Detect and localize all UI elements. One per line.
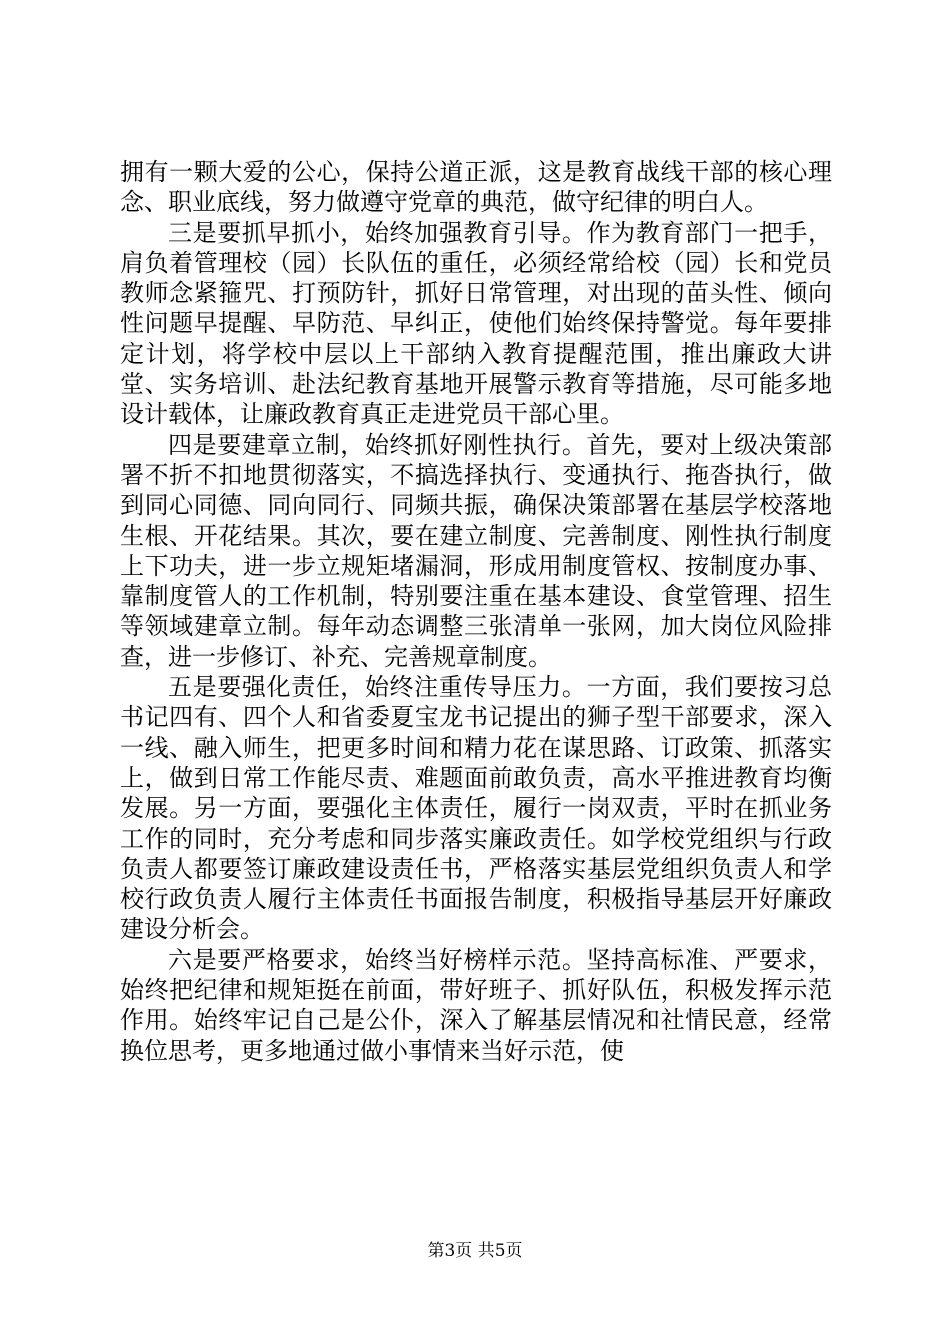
paragraph-six: 六是要严格要求，始终当好榜样示范。坚持高标准、严要求，始终把纪律和规矩挺在前面，带好班子、抓好队伍，积极发挥示范作用。始终牢记自己是公仆，深入了解基层情况和社情民意，经常换位思考，更多地通过做小事情来当好示范，使 xyxy=(120,945,832,1065)
paragraph-continuation: 拥有一颗大爱的公心，保持公道正派，这是教育战线干部的核心理念、职业底线，努力做遵守党章的典范，做守纪律的明白人。 xyxy=(120,158,832,217)
paragraph-five: 五是要强化责任，始终注重传导压力。一方面，我们要按习总书记四有、四个人和省委夏宝龙书记提出的狮子型干部要求，深入一线、融入师生，把更多时间和精力花在谋思路、订政策、抓落实上，做到日常工作能尽责、难题面前敢负责，高水平推进教育均衡发展。另一方面，要强化主体责任，履行一岗双责，平时在抓业务工作的同时，充分考虑和同步落实廉政责任。如学校党组织与行政负责人都要签订廉政建设责任书，严格落实基层党组织负责人和学校行政负责人履行主体责任书面报告制度，积极指导基层开好廉政建设分析会。 xyxy=(120,673,832,944)
page-number-footer: 第3页 共5页 xyxy=(427,1241,523,1261)
document-body xyxy=(120,157,832,1066)
paragraph-four: 四是要建章立制，始终抓好刚性执行。首先，要对上级决策部署不折不扣地贯彻落实，不搞选择执行、变通执行、拖沓执行，做到同心同德、同向同行、同频共振，确保决策部署在基层学校落地生根、开花结果。其次，要在建立制度、完善制度、刚性执行制度上下功夫，进一步立规矩堵漏洞，形成用制度管权、按制度办事、靠制度管人的工作机制，特别要注重在基本建设、食堂管理、招生等领域建章立制。每年动态调整三张清单一张网，加大岗位风险排查，进一步修订、补充、完善规章制度。 xyxy=(120,430,832,671)
paragraph-three: 三是要抓早抓小，始终加强教育引导。作为教育部门一把手，肩负着管理校（园）长队伍的重任，必须经常给校（园）长和党员教师念紧箍咒、打预防针，抓好日常管理，对出现的苗头性、倾向性问题早提醒、早防范、早纠正，使他们始终保持警觉。每年要排定计划，将学校中层以上干部纳入教育提醒范围，推出廉政大讲堂、实务培训、赴法纪教育基地开展警示教育等措施，尽可能多地设计载体，让廉政教育真正走进党员干部心里。 xyxy=(120,218,832,429)
